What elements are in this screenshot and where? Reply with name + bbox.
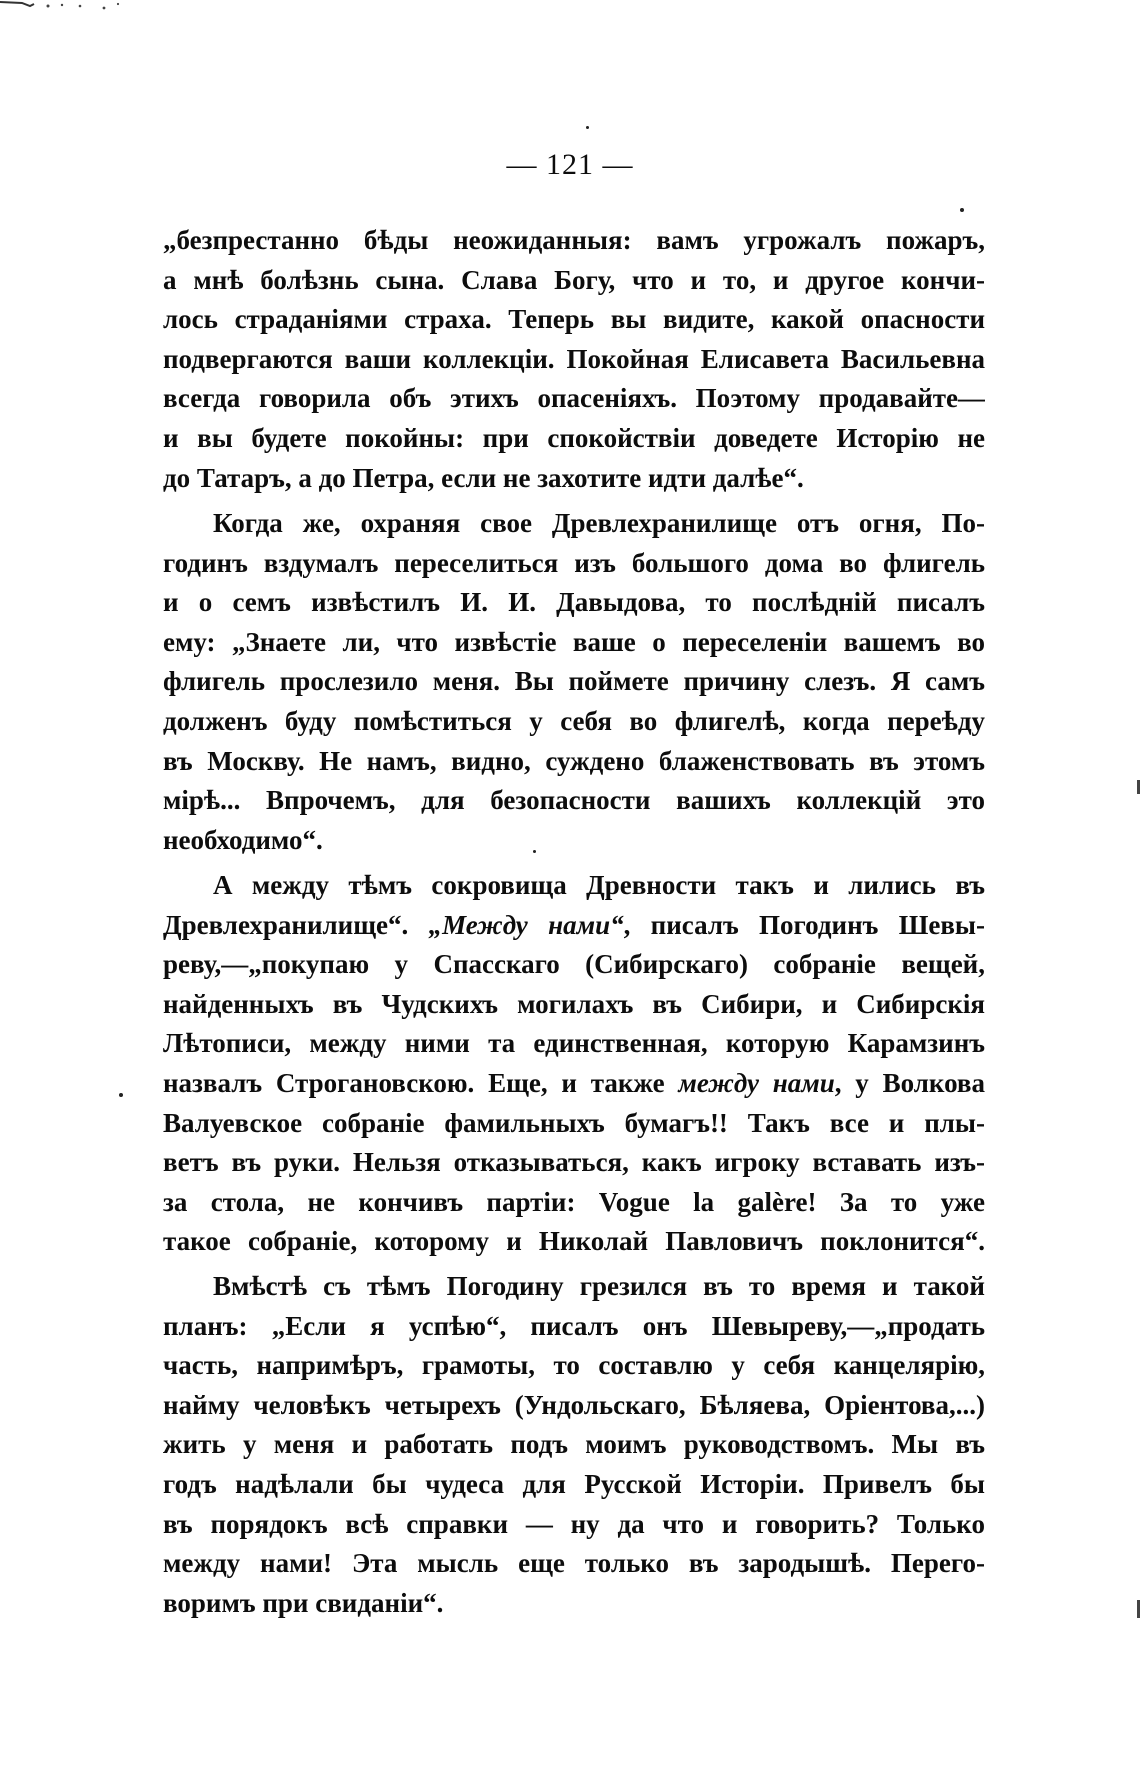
text-line: въ порядокъ всѣ справки — ну да что и говорить? Только xyxy=(163,1508,985,1539)
text-line: планъ: „Если я успѣю“, писалъ онъ Шевыреву,—„продать xyxy=(163,1310,985,1341)
text-line: реву,—„покупаю у Спасскаго (Сибирскаго) собраніе вещей, xyxy=(163,949,985,980)
text-line: долженъ буду помѣститься у себя во флигелѣ, когда переѣду xyxy=(163,705,985,736)
text-line: лось страданіями страха. Теперь вы видите, какой опасности xyxy=(163,304,985,335)
text-line: годъ надѣлали бы чудеса для Русской Исторіи. Привелъ бы xyxy=(163,1468,985,1499)
text-line: за стола, не кончивъ партіи: Vogue la galère! За то уже xyxy=(163,1186,985,1217)
text-line xyxy=(163,866,985,906)
text-line: Лѣтописи, между ними та единственная, которую Карамзинъ xyxy=(163,1028,985,1059)
italic-phrase: между нами xyxy=(678,1067,835,1098)
text-line xyxy=(163,1064,985,1104)
text-line: подвергаются ваши коллекціи. Покойная Елисавета Васильевна xyxy=(163,343,985,374)
text-run: назвалъ Строгановскою. Еще, и также xyxy=(163,1067,679,1098)
paragraph-4 xyxy=(163,1267,985,1623)
text-line: Вмѣстѣ съ тѣмъ Погодину грезился въ то время и такой xyxy=(213,1271,985,1301)
text-line: всегда говорила объ этихъ опасеніяхъ. Поэтому продавайте— xyxy=(163,383,985,414)
text-line: мірѣ... Впрочемъ, для безопасности вашихъ коллекцій это xyxy=(163,785,985,816)
text-line: и о семъ извѣстилъ И. И. Давыдова, то послѣдній писалъ xyxy=(163,587,985,618)
text-run: , писалъ Погодинъ Шевы- xyxy=(623,909,985,940)
text-line: найденныхъ въ Чудскихъ могилахъ въ Сибири, и Сибирскія xyxy=(163,988,985,1019)
text-line xyxy=(163,906,985,946)
paragraph-2 xyxy=(163,504,985,860)
text-line: воримъ при свиданіи“. xyxy=(163,1587,444,1618)
text-line: такое собраніе, которому и Николай Павловичъ поклонится“. xyxy=(163,1226,985,1257)
text-line: ветъ въ руки. Нельзя отказываться, какъ игроку вставать изъ- xyxy=(163,1147,985,1178)
text-run: Древлехранилище“. xyxy=(163,909,429,940)
text-line: до Татаръ, а до Петра, если не захотите идти далѣе“. xyxy=(163,462,804,493)
text-line: ему: „Знаете ли, что извѣстіе ваше о переселеніи вашемъ во xyxy=(163,626,985,657)
text-line: необходимо“. xyxy=(163,824,323,855)
text-run: А между тѣмъ сокровища Древности такъ и лились въ xyxy=(213,870,985,900)
scan-speck xyxy=(960,208,964,212)
text-line: а мнѣ болѣзнь сына. Слава Богу, что и то, и другое кончи- xyxy=(163,264,985,295)
page-number: — 121 — xyxy=(506,148,634,181)
text-line: Когда же, охраняя свое Древлехранилище отъ огня, По- xyxy=(213,508,985,538)
text-line: жить у меня и работать подъ моимъ руководствомъ. Мы въ xyxy=(163,1429,985,1460)
italic-phrase: „Между нами“ xyxy=(428,909,624,940)
scan-speck xyxy=(586,126,589,129)
text-line: найму человѣкъ четырехъ (Ундольскаго, Бѣляева, Оріентова,...) xyxy=(163,1389,985,1420)
text-line: и вы будете покойны: при спокойствіи доведете Исторію не xyxy=(163,422,985,453)
text-line: между нами! Эта мысль еще только въ зародышѣ. Перего- xyxy=(163,1548,985,1579)
text-line: флигель прослезило меня. Вы поймете причину слезъ. Я самъ xyxy=(163,666,985,697)
paragraph-1 xyxy=(163,221,985,498)
text-line: Валуевское собраніе фамильныхъ бумагъ!! Такъ все и плы- xyxy=(163,1107,985,1138)
scan-corner-artifact xyxy=(0,0,130,14)
paragraph-3 xyxy=(163,866,985,1262)
text-line: часть, напримѣръ, грамоты, то составлю у себя канцелярію, xyxy=(163,1350,985,1381)
text-line: „безпрестанно бѣды неожиданныя: вамъ угрожалъ пожаръ, xyxy=(163,225,985,255)
scan-speck xyxy=(119,1093,123,1097)
text-line: годинъ вздумалъ переселиться изъ большого дома во флигель xyxy=(163,547,985,578)
text-run: , у Волкова xyxy=(834,1067,985,1098)
text-line: въ Москву. Не намъ, видно, суждено блаженствовать въ этомъ xyxy=(163,745,985,776)
